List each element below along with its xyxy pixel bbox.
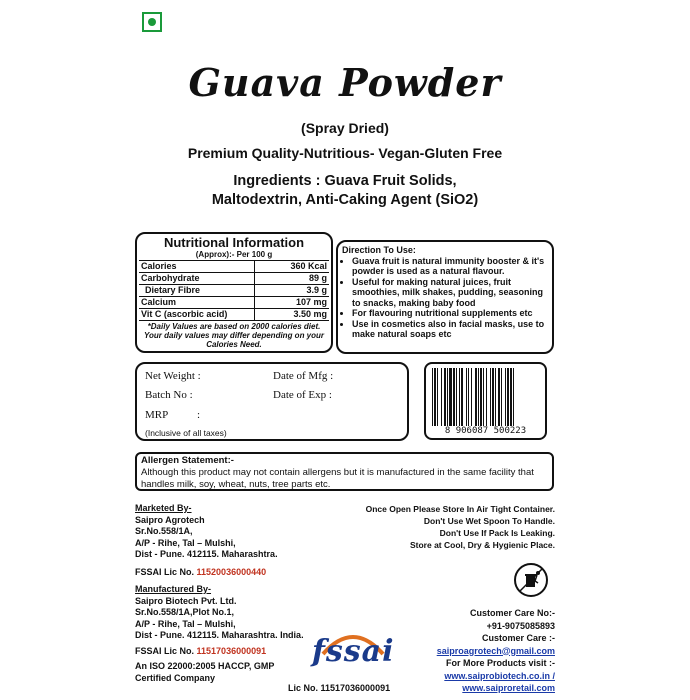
iso-line: Certified Company	[135, 672, 216, 683]
ingredients	[0, 172, 690, 210]
batch-info-box	[135, 362, 409, 441]
date-exp-label: Date of Exp :	[273, 389, 332, 401]
barcode-number: 8 906087 500223	[444, 426, 527, 436]
nutrient-value: 360 Kcal	[255, 261, 330, 273]
dispose-bin-icon	[514, 563, 548, 597]
list-item: • For flavouring nutritional supplements etc	[352, 308, 548, 319]
product-tagline: Premium Quality-Nutritious- Vegan-Gluten Free	[187, 145, 503, 161]
product-subtitle: (Spray Dried)	[301, 120, 389, 136]
marketed-heading: Marketed By-	[135, 503, 192, 513]
marketed-line: Sr.No.558/1A,	[135, 526, 193, 536]
manufactured-by	[135, 584, 304, 684]
nutrition-heading: Nutritional Information	[163, 235, 305, 250]
storage-line: Don't Use If Pack Is Leaking.	[439, 528, 555, 538]
customer-email-link[interactable]: saiproagrotech@gmail.com	[436, 645, 555, 656]
table-row	[139, 285, 329, 297]
barcode	[424, 362, 547, 440]
list-item: • Guava fruit is natural immunity booster & it's powder is used as a natural flavour.	[352, 256, 548, 277]
fssai-label: FSSAI Lic No.	[135, 645, 195, 656]
storage-line: Once Open Please Store In Air Tight Container.	[365, 504, 555, 514]
marketed-line: Dist - Pune. 412115. Maharashtra.	[135, 549, 278, 559]
batch-no-label: Batch No :	[145, 389, 193, 401]
nutrition-table	[139, 260, 329, 320]
fssai-logo	[298, 626, 408, 686]
marketed-by	[135, 503, 278, 578]
nutrient-value: 107 mg	[255, 297, 330, 309]
marketed-line: A/P - Rihe, Tal – Mulshi,	[135, 537, 236, 548]
table-row	[139, 297, 329, 309]
directions-list	[342, 256, 548, 340]
table-row	[139, 273, 329, 285]
nutrient-name: Carbohydrate	[139, 273, 255, 285]
directions-heading: Direction To Use:	[342, 245, 416, 255]
inclusive-note: (Inclusive of all taxes)	[145, 428, 227, 438]
fssai-license-bottom: Lic No. 11517036000091	[288, 683, 391, 693]
veg-mark-icon	[142, 12, 162, 32]
list-item: • Useful for making natural juices, fruit smoothies, milk shakes, pudding, seasoning to snacks, making baby food	[352, 277, 548, 309]
mrp-label: MRP	[145, 409, 169, 421]
fssai-logo-text: fssai	[312, 634, 395, 669]
mrp-colon: :	[197, 409, 201, 421]
nutrient-value: 3.9 g	[255, 285, 330, 297]
customer-care-label: Customer Care :-	[481, 633, 555, 643]
net-weight-label: Net Weight :	[145, 370, 201, 382]
iso-line: An ISO 22000:2005 HACCP, GMP	[135, 661, 275, 671]
nutrient-name: Calcium	[139, 297, 255, 309]
fssai-number: 11520036000440	[196, 566, 267, 577]
barcode-bars-icon	[430, 368, 543, 426]
manufactured-line: Saipro Biotech Pvt. Ltd.	[135, 595, 237, 606]
customer-care	[400, 607, 555, 695]
table-row	[139, 261, 329, 273]
list-item: • Use in cosmetics also in facial masks, use to make natural soaps etc	[352, 319, 548, 340]
allergen-heading: Allergen Statement:-	[141, 455, 234, 466]
ingredients-line: Maltodextrin, Anti-Caking Agent (SiO2)	[211, 192, 479, 208]
nutrition-note: *Daily Values are based on 2000 calories diet. Your daily values may differ depending on your Calories Need.	[139, 320, 329, 349]
website-link[interactable]: www.saiproretail.com	[462, 683, 555, 693]
manufactured-line: Dist - Pune. 412115. Maharashtra. India.	[135, 630, 304, 640]
fssai-label: FSSAI Lic No.	[135, 566, 195, 577]
nutrient-name: Vit C (ascorbic acid)	[139, 309, 255, 321]
manufactured-heading: Manufactured By-	[135, 584, 212, 594]
storage-instructions	[338, 503, 555, 551]
manufactured-line: Sr.No.558/1A,Plot No.1,	[135, 607, 235, 617]
nutrient-value: 89 g	[255, 273, 330, 285]
customer-care-no-label: Customer Care No:-	[469, 608, 555, 618]
directions-panel	[336, 240, 554, 354]
fssai-number: 11517036000091	[196, 645, 267, 656]
nutrition-panel	[135, 232, 333, 353]
storage-line: Don't Use Wet Spoon To Handle.	[423, 516, 555, 526]
table-row	[139, 309, 329, 321]
ingredients-line: Ingredients : Guava Fruit Solids,	[233, 173, 457, 189]
marketed-line: Saipro Agrotech	[135, 514, 205, 525]
website-link[interactable]: www.saiprobiotech.co.in /	[444, 670, 555, 681]
allergen-box	[135, 452, 554, 491]
nutrient-value: 3.50 mg	[255, 309, 330, 321]
more-products-label: For More Products visit :-	[445, 658, 555, 668]
customer-phone[interactable]: +91-9075085893	[486, 620, 555, 631]
nutrient-name: Dietary Fibre	[139, 285, 255, 297]
manufactured-line: A/P - Rihe, Tal – Mulshi,	[135, 618, 236, 629]
nutrition-serving: (Approx):- Per 100 g	[195, 250, 273, 259]
nutrient-name: Calories	[139, 261, 255, 273]
allergen-text: Although this product may not contain allergens but it is manufactured in the same facility that handles milk, soy, wheat, nuts, tree parts etc.	[141, 467, 534, 490]
product-title: Guava Powder	[188, 60, 502, 105]
date-mfg-label: Date of Mfg :	[273, 370, 334, 382]
storage-line: Store at Cool, Dry & Hygienic Place.	[409, 540, 555, 550]
